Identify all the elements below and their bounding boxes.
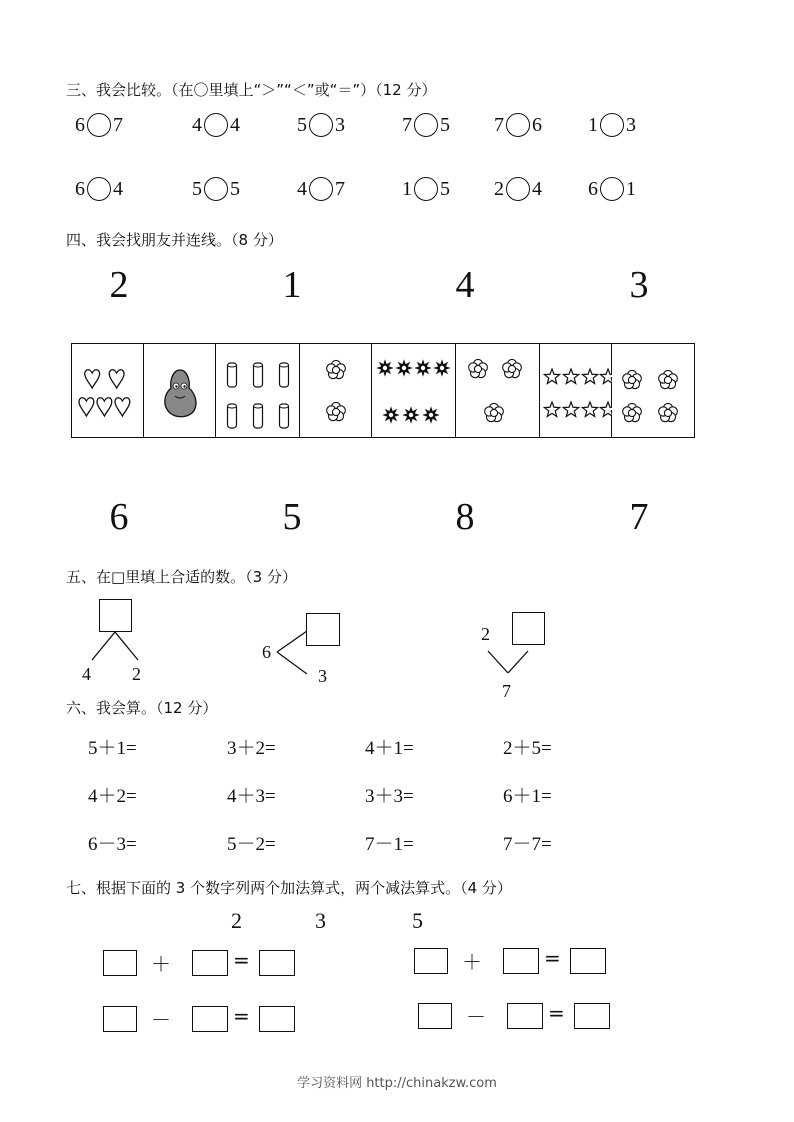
flower-icon — [485, 403, 504, 421]
compare-left: 4 — [297, 177, 307, 200]
starburst-icon — [404, 408, 419, 423]
calc-item[interactable]: 5－2= — [227, 834, 276, 855]
given-number: 5 — [412, 908, 423, 933]
compare-right: 4 — [230, 113, 240, 136]
match-number-top[interactable]: 1 — [282, 264, 302, 306]
minus-sign: － — [466, 1005, 486, 1029]
calc-item[interactable]: 4＋1= — [365, 738, 414, 759]
cylinder-icon — [228, 404, 237, 428]
compare-right: 5 — [230, 177, 240, 200]
section7-title: 七、根据下面的 3 个数字列两个加法算式，两个减法算式。（4 分） — [66, 879, 512, 897]
flower-icon — [327, 402, 346, 420]
compare-item — [402, 177, 450, 201]
answer-box[interactable] — [507, 1003, 543, 1029]
flower-icon — [659, 403, 678, 421]
match-number-top[interactable]: 2 — [109, 264, 129, 306]
answer-box[interactable] — [503, 948, 539, 974]
cylinder-icon — [280, 404, 289, 428]
heart-icon — [79, 398, 94, 416]
flower-icon — [623, 370, 642, 388]
compare-circle[interactable] — [87, 177, 111, 201]
answer-box[interactable] — [192, 950, 228, 976]
cylinder-icon — [254, 404, 263, 428]
starburst-icon — [378, 361, 393, 376]
flower-icon — [623, 403, 642, 421]
starburst-icon — [397, 361, 412, 376]
section5-title: 五、在□里填上合适的数。（3 分） — [66, 568, 297, 586]
star-icon — [563, 369, 578, 383]
starburst-icon — [416, 361, 431, 376]
tree-lines — [80, 632, 150, 662]
compare-left: 1 — [402, 177, 412, 200]
calc-item[interactable]: 6＋1= — [503, 786, 552, 807]
star-icon — [600, 369, 612, 383]
match-number-bottom[interactable]: 7 — [629, 496, 649, 538]
calc-item[interactable]: 4＋3= — [227, 786, 276, 807]
calc-item[interactable]: 7－7= — [503, 834, 552, 855]
compare-left: 4 — [192, 113, 202, 136]
calc-item[interactable]: 2＋5= — [503, 738, 552, 759]
compare-right: 3 — [626, 113, 636, 136]
section6-title: 六、我会算。（12 分） — [66, 699, 218, 717]
compare-circle[interactable] — [204, 177, 228, 201]
compare-circle[interactable] — [414, 113, 438, 137]
compare-item — [494, 177, 542, 201]
compare-right: 5 — [440, 113, 450, 136]
answer-box[interactable] — [103, 1006, 137, 1032]
plus-sign: ＋ — [151, 952, 171, 976]
compare-item — [192, 177, 240, 201]
match-number-top[interactable]: 3 — [629, 264, 649, 306]
cylinder-icon — [228, 363, 237, 387]
heart-icon — [97, 398, 112, 416]
given-number: 2 — [231, 908, 242, 933]
compare-item — [588, 113, 636, 137]
equals-sign: = — [544, 946, 561, 970]
compare-circle[interactable] — [600, 113, 624, 137]
compare-left: 6 — [75, 113, 85, 136]
picture-cell[interactable] — [540, 344, 612, 437]
calc-item[interactable]: 7－1= — [365, 834, 414, 855]
picture-cell[interactable] — [144, 344, 216, 437]
minus-sign: － — [151, 1008, 171, 1032]
match-number-bottom[interactable]: 5 — [282, 496, 302, 538]
picture-cell[interactable] — [372, 344, 456, 437]
compare-item — [75, 113, 123, 137]
compare-circle[interactable] — [506, 113, 530, 137]
compare-right: 5 — [440, 177, 450, 200]
compare-left: 7 — [402, 113, 412, 136]
calc-item[interactable]: 5＋1= — [88, 738, 137, 759]
flower-icon — [469, 359, 488, 377]
compare-left: 5 — [192, 177, 202, 200]
compare-circle[interactable] — [309, 113, 333, 137]
compare-right: 6 — [532, 113, 542, 136]
star-icon — [563, 402, 578, 416]
match-number-top[interactable]: 4 — [455, 264, 475, 306]
answer-box[interactable] — [259, 950, 295, 976]
answer-box[interactable] — [414, 948, 448, 974]
compare-circle[interactable] — [414, 177, 438, 201]
answer-box[interactable] — [103, 950, 137, 976]
answer-box[interactable] — [99, 599, 132, 632]
compare-left: 1 — [588, 113, 598, 136]
compare-left: 6 — [588, 177, 598, 200]
answer-box[interactable] — [570, 948, 606, 974]
star-icon — [544, 369, 559, 383]
calc-item[interactable]: 3＋2= — [227, 738, 276, 759]
picture-table — [71, 343, 695, 438]
match-number-bottom[interactable]: 8 — [455, 496, 475, 538]
picture-cell[interactable] — [72, 344, 144, 437]
section3-title: 三、我会比较。（在〇里填上“＞”“＜”或“＝”）（12 分） — [66, 81, 437, 99]
compare-right: 7 — [113, 113, 123, 136]
starburst-icon — [435, 361, 450, 376]
equals-sign: = — [548, 1001, 565, 1025]
compare-item — [297, 177, 345, 201]
tree2-part: 3 — [318, 666, 327, 686]
star-icon — [582, 402, 597, 416]
picture-cell[interactable] — [612, 344, 696, 437]
tree3-part: 2 — [481, 624, 490, 644]
heart-icon — [85, 370, 100, 388]
match-number-bottom[interactable]: 6 — [109, 496, 129, 538]
plus-sign: ＋ — [462, 950, 482, 974]
star-icon — [544, 402, 559, 416]
picture-cell[interactable] — [300, 344, 372, 437]
star-icon — [600, 402, 612, 416]
compare-circle[interactable] — [87, 113, 111, 137]
compare-item — [588, 177, 636, 201]
star-icon — [582, 369, 597, 383]
starburst-icon — [384, 408, 399, 423]
tree1-right: 2 — [132, 664, 141, 684]
compare-left: 5 — [297, 113, 307, 136]
starburst-icon — [424, 408, 439, 423]
answer-box[interactable] — [306, 613, 340, 646]
picture-cell[interactable] — [216, 344, 300, 437]
compare-right: 4 — [113, 177, 123, 200]
answer-box[interactable] — [259, 1006, 295, 1032]
compare-item — [494, 113, 542, 137]
compare-right: 3 — [335, 113, 345, 136]
compare-right: 4 — [532, 177, 542, 200]
compare-right: 7 — [335, 177, 345, 200]
flower-icon — [659, 370, 678, 388]
compare-left: 2 — [494, 177, 504, 200]
compare-left: 7 — [494, 113, 504, 136]
compare-circle[interactable] — [204, 113, 228, 137]
answer-box[interactable] — [418, 1003, 452, 1029]
cylinder-icon — [280, 363, 289, 387]
tree3-whole: 7 — [502, 681, 511, 701]
compare-left: 6 — [75, 177, 85, 200]
compare-item — [192, 113, 240, 137]
compare-item — [297, 113, 345, 137]
calc-item[interactable]: 3＋3= — [365, 786, 414, 807]
tree2-whole: 6 — [262, 642, 271, 662]
answer-box[interactable] — [512, 612, 545, 645]
compare-circle[interactable] — [600, 177, 624, 201]
compare-item — [402, 113, 450, 137]
compare-circle[interactable] — [309, 177, 333, 201]
answer-box[interactable] — [574, 1003, 610, 1029]
section4-title: 四、我会找朋友并连线。（8 分） — [66, 231, 283, 249]
cylinder-icon — [254, 363, 263, 387]
calc-item[interactable]: 6－3= — [88, 834, 137, 855]
heart-icon — [115, 398, 130, 416]
equals-sign: = — [233, 948, 250, 972]
heart-icon — [109, 370, 124, 388]
answer-box[interactable] — [192, 1006, 228, 1032]
calc-item[interactable]: 4＋2= — [88, 786, 137, 807]
flower-icon — [503, 359, 522, 377]
equals-sign: = — [233, 1004, 250, 1028]
tree1-left: 4 — [82, 664, 91, 684]
given-number: 3 — [315, 908, 326, 933]
picture-cell[interactable] — [456, 344, 540, 437]
compare-right: 1 — [626, 177, 636, 200]
pear-icon — [165, 370, 196, 417]
compare-item — [75, 177, 123, 201]
compare-circle[interactable] — [506, 177, 530, 201]
tree-lines — [484, 648, 534, 676]
flower-icon — [327, 360, 346, 378]
footer-text: 学习资料网 http://chinakzw.com — [297, 1076, 497, 1091]
